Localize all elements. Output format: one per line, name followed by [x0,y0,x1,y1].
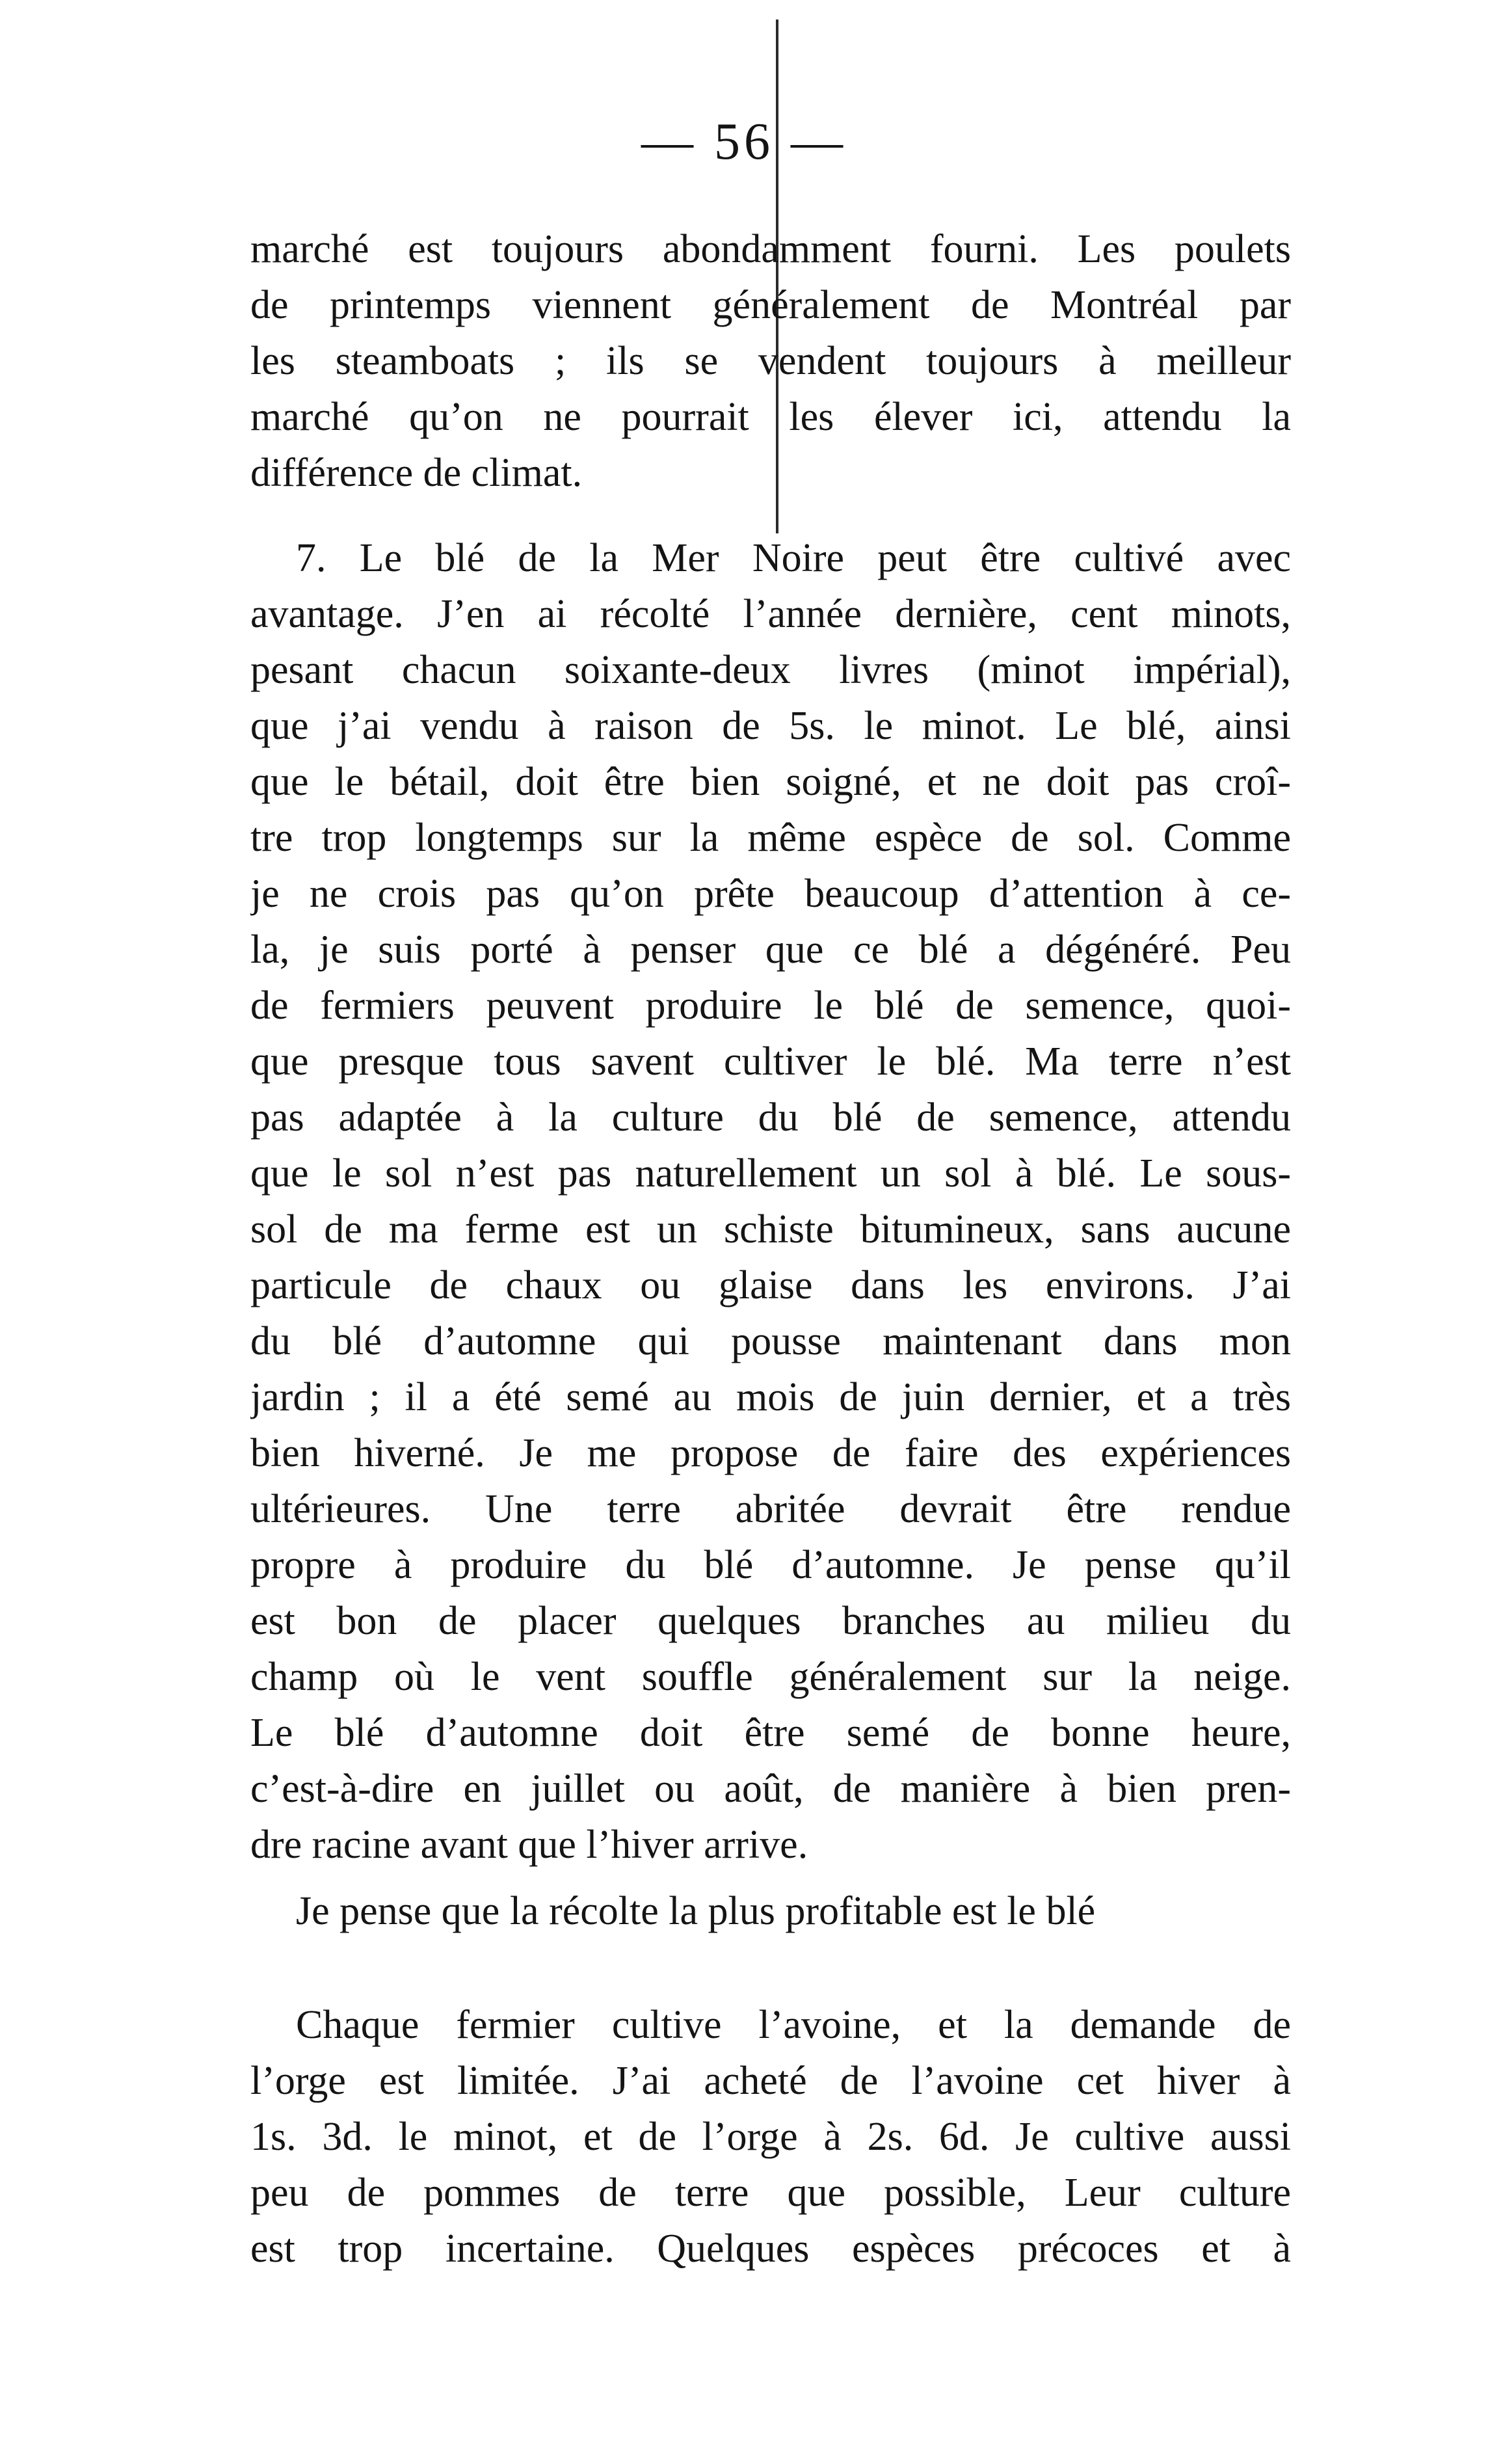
page-number: — 56 — [641,113,847,170]
text-line: jardin ; il a été semé au mois de juin dernier, et a très [250,1375,1291,1419]
text-line: pesant chacun soixante-deux livres (minot impérial), [250,648,1291,692]
text-line: ultérieures. Une terre abritée devrait être rendue [250,1487,1291,1531]
text-line: sol de ma ferme est un schiste bitumineux, sans aucune [250,1207,1291,1252]
text-line: l’orge est limitée. J’ai acheté de l’avoine cet hiver à [250,2059,1291,2103]
text-line: que le bétail, doit être bien soigné, et ne doit pas croî- [250,760,1291,804]
text-line: dre racine avant que l’hiver arrive. [250,1823,808,1867]
text-line: c’est-à-dire en juillet ou août, de manière à bien pren- [250,1767,1291,1811]
text-line: que presque tous savent cultiver le blé. Ma terre n’est [250,1039,1291,1084]
text-line: marché est toujours abondamment fourni. Les poulets [250,227,1291,271]
text-line: particule de chaux ou glaise dans les environs. J’ai [250,1263,1291,1307]
text-line: que le sol n’est pas naturellement un sol à blé. Le sous- [250,1151,1291,1196]
paragraph-3 [250,1883,1291,1939]
text-line: que j’ai vendu à raison de 5s. le minot. Le blé, ainsi [250,704,1291,748]
text-line: champ où le vent souffle généralement sur la neige. [250,1655,1291,1699]
text-line: marché qu’on ne pourrait les élever ici, attendu la [250,395,1291,439]
text-line: est bon de placer quelques branches au milieu du [250,1599,1291,1643]
text-line: différence de climat. [250,451,583,495]
text-line: est trop incertaine. Quelques espèces précoces et à [250,2227,1291,2271]
text-line: les steamboats ; ils se vendent toujours à meilleur [250,339,1291,383]
text-line: pas adaptée à la culture du blé de semence, attendu [250,1095,1291,1140]
text-line: Le blé d’automne doit être semé de bonne heure, [250,1711,1291,1755]
text-line: avantage. J’en ai récolté l’année dernière, cent minots, [250,592,1291,636]
text-line: la, je suis porté à penser que ce blé a dégénéré. Peu [250,928,1291,972]
text-line: bien hiverné. Je me propose de faire des expériences [250,1431,1291,1475]
text-line: je ne crois pas qu’on prête beaucoup d’attention à ce- [250,872,1291,916]
text-line: Chaque fermier cultive l’avoine, et la demande de [296,2003,1291,2047]
paragraph-4 [250,1997,1291,2277]
text-line: Je pense que la récolte la plus profitable est le blé [296,1889,1096,1933]
text-line: peu de pommes de terre que possible, Leur culture [250,2171,1291,2215]
text-line: de printemps viennent généralement de Montréal par [250,283,1291,327]
text-line: 1s. 3d. le minot, et de l’orge à 2s. 6d. Je cultive aussi [250,2115,1291,2159]
paragraph-1 [250,221,1291,501]
text-line: de fermiers peuvent produire le blé de semence, quoi- [250,984,1291,1028]
text-line: du blé d’automne qui pousse maintenant dans mon [250,1319,1291,1363]
text-line: 7. Le blé de la Mer Noire peut être cultivé avec [296,536,1291,580]
text-line: propre à produire du blé d’automne. Je pense qu’il [250,1543,1291,1587]
paragraph-2 [250,530,1291,1873]
text-line: tre trop longtemps sur la même espèce de sol. Comme [250,816,1291,860]
